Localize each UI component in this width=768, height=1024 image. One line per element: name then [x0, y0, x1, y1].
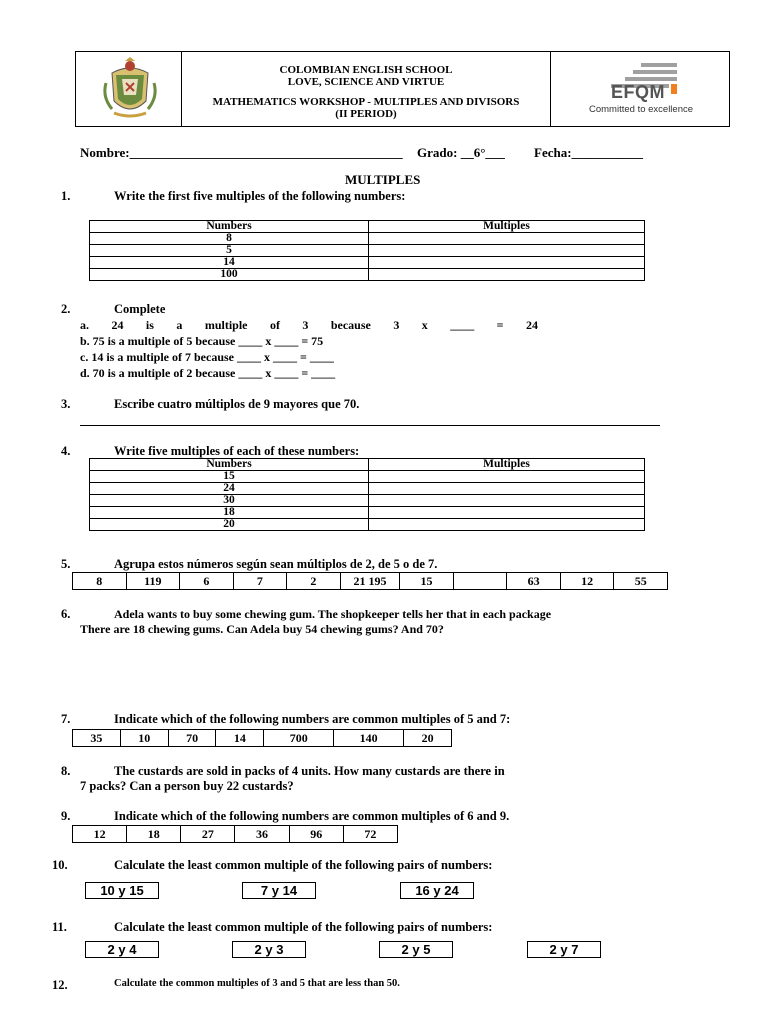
q1-number: 1. — [61, 189, 71, 203]
q1-table — [89, 220, 645, 281]
q3-number: 3. — [61, 397, 71, 411]
q11-number: 11. — [52, 920, 67, 934]
nombre-field[interactable]: Nombre:__________________________________________ — [80, 145, 403, 160]
table-row — [90, 495, 645, 507]
q1-number-cell: 100 — [90, 269, 369, 281]
q6-line-1: Adela wants to buy some chewing gum. The shopkeeper tells her that in each package — [114, 607, 552, 621]
q5-text: Agrupa estos números según sean múltiplos de 2, de 5 o de 7. — [114, 557, 438, 571]
q5-cell: 12 — [560, 573, 614, 590]
table-row — [90, 471, 645, 483]
q4-number-cell: 18 — [90, 507, 369, 519]
q11-pair-box[interactable]: 2 y 5 — [379, 941, 453, 958]
q9-cell[interactable]: 27 — [181, 826, 235, 843]
q1-col-multiples: Multiples — [369, 221, 645, 233]
q9-cell[interactable]: 12 — [73, 826, 127, 843]
school-motto: LOVE, SCIENCE AND VIRTUE — [287, 76, 445, 88]
q5-cell: 15 — [400, 573, 454, 590]
q2a-word: of — [269, 318, 280, 332]
q11-text: Calculate the least common multiple of the following pairs of numbers: — [114, 920, 493, 934]
q9-number-row — [72, 825, 398, 843]
q4-answer-cell[interactable] — [369, 495, 645, 507]
q2a-word: a — [176, 318, 183, 332]
q7-cell[interactable]: 70 — [168, 730, 216, 747]
q7-cell[interactable]: 14 — [216, 730, 264, 747]
q2-line-d[interactable]: d. 70 is a multiple of 2 because ____ x ____ = ____ — [80, 366, 336, 380]
q7-number: 7. — [61, 712, 71, 726]
workshop-title: MATHEMATICS WORKSHOP - MULTIPLES AND DIVISORS — [212, 96, 520, 108]
school-crest-icon — [100, 57, 160, 123]
q5-cell: 21 195 — [340, 573, 400, 590]
q4-table — [89, 458, 645, 531]
grado-field[interactable]: Grado: __6°___ — [417, 145, 505, 160]
q5-cell: 8 — [73, 573, 127, 590]
q4-answer-cell[interactable] — [369, 483, 645, 495]
q2a-word: multiple — [204, 318, 248, 332]
q7-cell[interactable]: 10 — [120, 730, 168, 747]
q7-cell[interactable]: 35 — [73, 730, 121, 747]
q8-line-2: 7 packs? Can a person buy 22 custards? — [80, 779, 294, 793]
q2a-word: 3 — [302, 318, 309, 332]
q2-number: 2. — [61, 302, 71, 316]
fecha-field[interactable]: Fecha:___________ — [534, 145, 644, 160]
q3-answer-line[interactable] — [80, 425, 660, 426]
q2a-word: is — [145, 318, 154, 332]
q1-answer-cell[interactable] — [369, 269, 645, 281]
q4-answer-cell[interactable] — [369, 471, 645, 483]
q2-line-a — [80, 318, 538, 333]
q1-number-cell: 8 — [90, 233, 369, 245]
q4-col-multiples: Multiples — [369, 459, 645, 471]
table-row — [90, 269, 645, 281]
q5-cell: 55 — [614, 573, 668, 590]
period-label: (II PERIOD) — [335, 108, 397, 120]
q3-text: Escribe cuatro múltiplos de 9 mayores que 70. — [114, 397, 360, 411]
q2a-word: 3 — [393, 318, 400, 332]
q2-text: Complete — [114, 302, 166, 316]
school-name: COLOMBIAN ENGLISH SCHOOL — [279, 64, 453, 76]
q9-cell[interactable]: 72 — [343, 826, 397, 843]
school-crest-cell — [76, 52, 182, 126]
q2a-blank[interactable]: ____ — [450, 318, 475, 332]
q2-line-c[interactable]: c. 14 is a multiple of 7 because ____ x ____ = ____ — [80, 350, 334, 364]
q2a-word: 24 — [111, 318, 124, 332]
q1-answer-cell[interactable] — [369, 257, 645, 269]
q5-cell — [453, 573, 507, 590]
q10-number: 10. — [52, 858, 68, 872]
table-row — [90, 483, 645, 495]
q9-number: 9. — [61, 809, 71, 823]
table-row — [90, 233, 645, 245]
q4-number-cell: 24 — [90, 483, 369, 495]
q1-answer-cell[interactable] — [369, 233, 645, 245]
q9-cell[interactable]: 18 — [127, 826, 181, 843]
header-box — [75, 51, 730, 127]
q11-pair-box[interactable]: 2 y 4 — [85, 941, 159, 958]
q5-cell: 6 — [180, 573, 234, 590]
q7-cell[interactable]: 700 — [264, 730, 334, 747]
efqm-logo-cell — [550, 52, 729, 126]
q5-cell: 63 — [507, 573, 561, 590]
q12-number: 12. — [52, 978, 68, 992]
q2a-word: because — [330, 318, 371, 332]
q2a-word: = — [496, 318, 504, 332]
q4-number-cell: 15 — [90, 471, 369, 483]
q4-number: 4. — [61, 444, 71, 458]
q5-cell: 2 — [287, 573, 341, 590]
q11-pair-box[interactable]: 2 y 7 — [527, 941, 601, 958]
q2a-word: x — [421, 318, 428, 332]
q4-number-cell: 30 — [90, 495, 369, 507]
table-row — [90, 257, 645, 269]
q4-number-cell: 20 — [90, 519, 369, 531]
header-titles — [181, 52, 551, 126]
q7-cell[interactable]: 20 — [404, 730, 452, 747]
q1-answer-cell[interactable] — [369, 245, 645, 257]
q8-number: 8. — [61, 764, 71, 778]
q6-line-2: There are 18 chewing gums. Can Adela buy 54 chewing gums? And 70? — [80, 622, 444, 636]
efqm-wordmark: EFQM — [611, 82, 665, 102]
section-title: MULTIPLES — [345, 172, 421, 187]
table-row — [90, 507, 645, 519]
q12-text: Calculate the common multiples of 3 and 5 that are less than 50. — [114, 978, 400, 989]
q9-cell[interactable]: 36 — [235, 826, 289, 843]
table-row — [90, 245, 645, 257]
q7-text: Indicate which of the following numbers are common multiples of 5 and 7: — [114, 712, 511, 726]
q4-col-numbers: Numbers — [90, 459, 369, 471]
q11-pair-box[interactable]: 2 y 3 — [232, 941, 306, 958]
q10-pair-box[interactable]: 7 y 14 — [242, 882, 316, 899]
q6-number: 6. — [61, 607, 71, 621]
efqm-tagline: Committed to excellence — [589, 104, 694, 115]
q5-number-row — [72, 572, 668, 590]
q5-number: 5. — [61, 557, 71, 571]
q4-answer-cell[interactable] — [369, 507, 645, 519]
table-row — [90, 519, 645, 531]
q2a-word: 24 — [525, 318, 538, 332]
q2-line-b[interactable]: b. 75 is a multiple of 5 because ____ x ____ = 75 — [80, 334, 324, 348]
q5-cell: 119 — [126, 573, 180, 590]
q9-text: Indicate which of the following numbers are common multiples of 6 and 9. — [114, 809, 510, 823]
q7-cell[interactable]: 140 — [334, 730, 404, 747]
q7-number-row — [72, 729, 452, 747]
q4-text: Write five multiples of each of these numbers: — [114, 444, 360, 458]
q10-text: Calculate the least common multiple of the following pairs of numbers: — [114, 858, 493, 872]
q1-text: Write the first five multiples of the following numbers: — [114, 189, 406, 203]
q8-line-1: The custards are sold in packs of 4 units. How many custards are there in — [114, 764, 505, 778]
q10-pair-box[interactable]: 10 y 15 — [85, 882, 159, 899]
q1-number-cell: 5 — [90, 245, 369, 257]
q10-pair-box[interactable]: 16 y 24 — [400, 882, 474, 899]
q1-number-cell: 14 — [90, 257, 369, 269]
q1-col-numbers: Numbers — [90, 221, 369, 233]
q4-answer-cell[interactable] — [369, 519, 645, 531]
q2a-word: a. — [80, 318, 89, 332]
q9-cell[interactable]: 96 — [289, 826, 343, 843]
q5-cell: 7 — [233, 573, 287, 590]
